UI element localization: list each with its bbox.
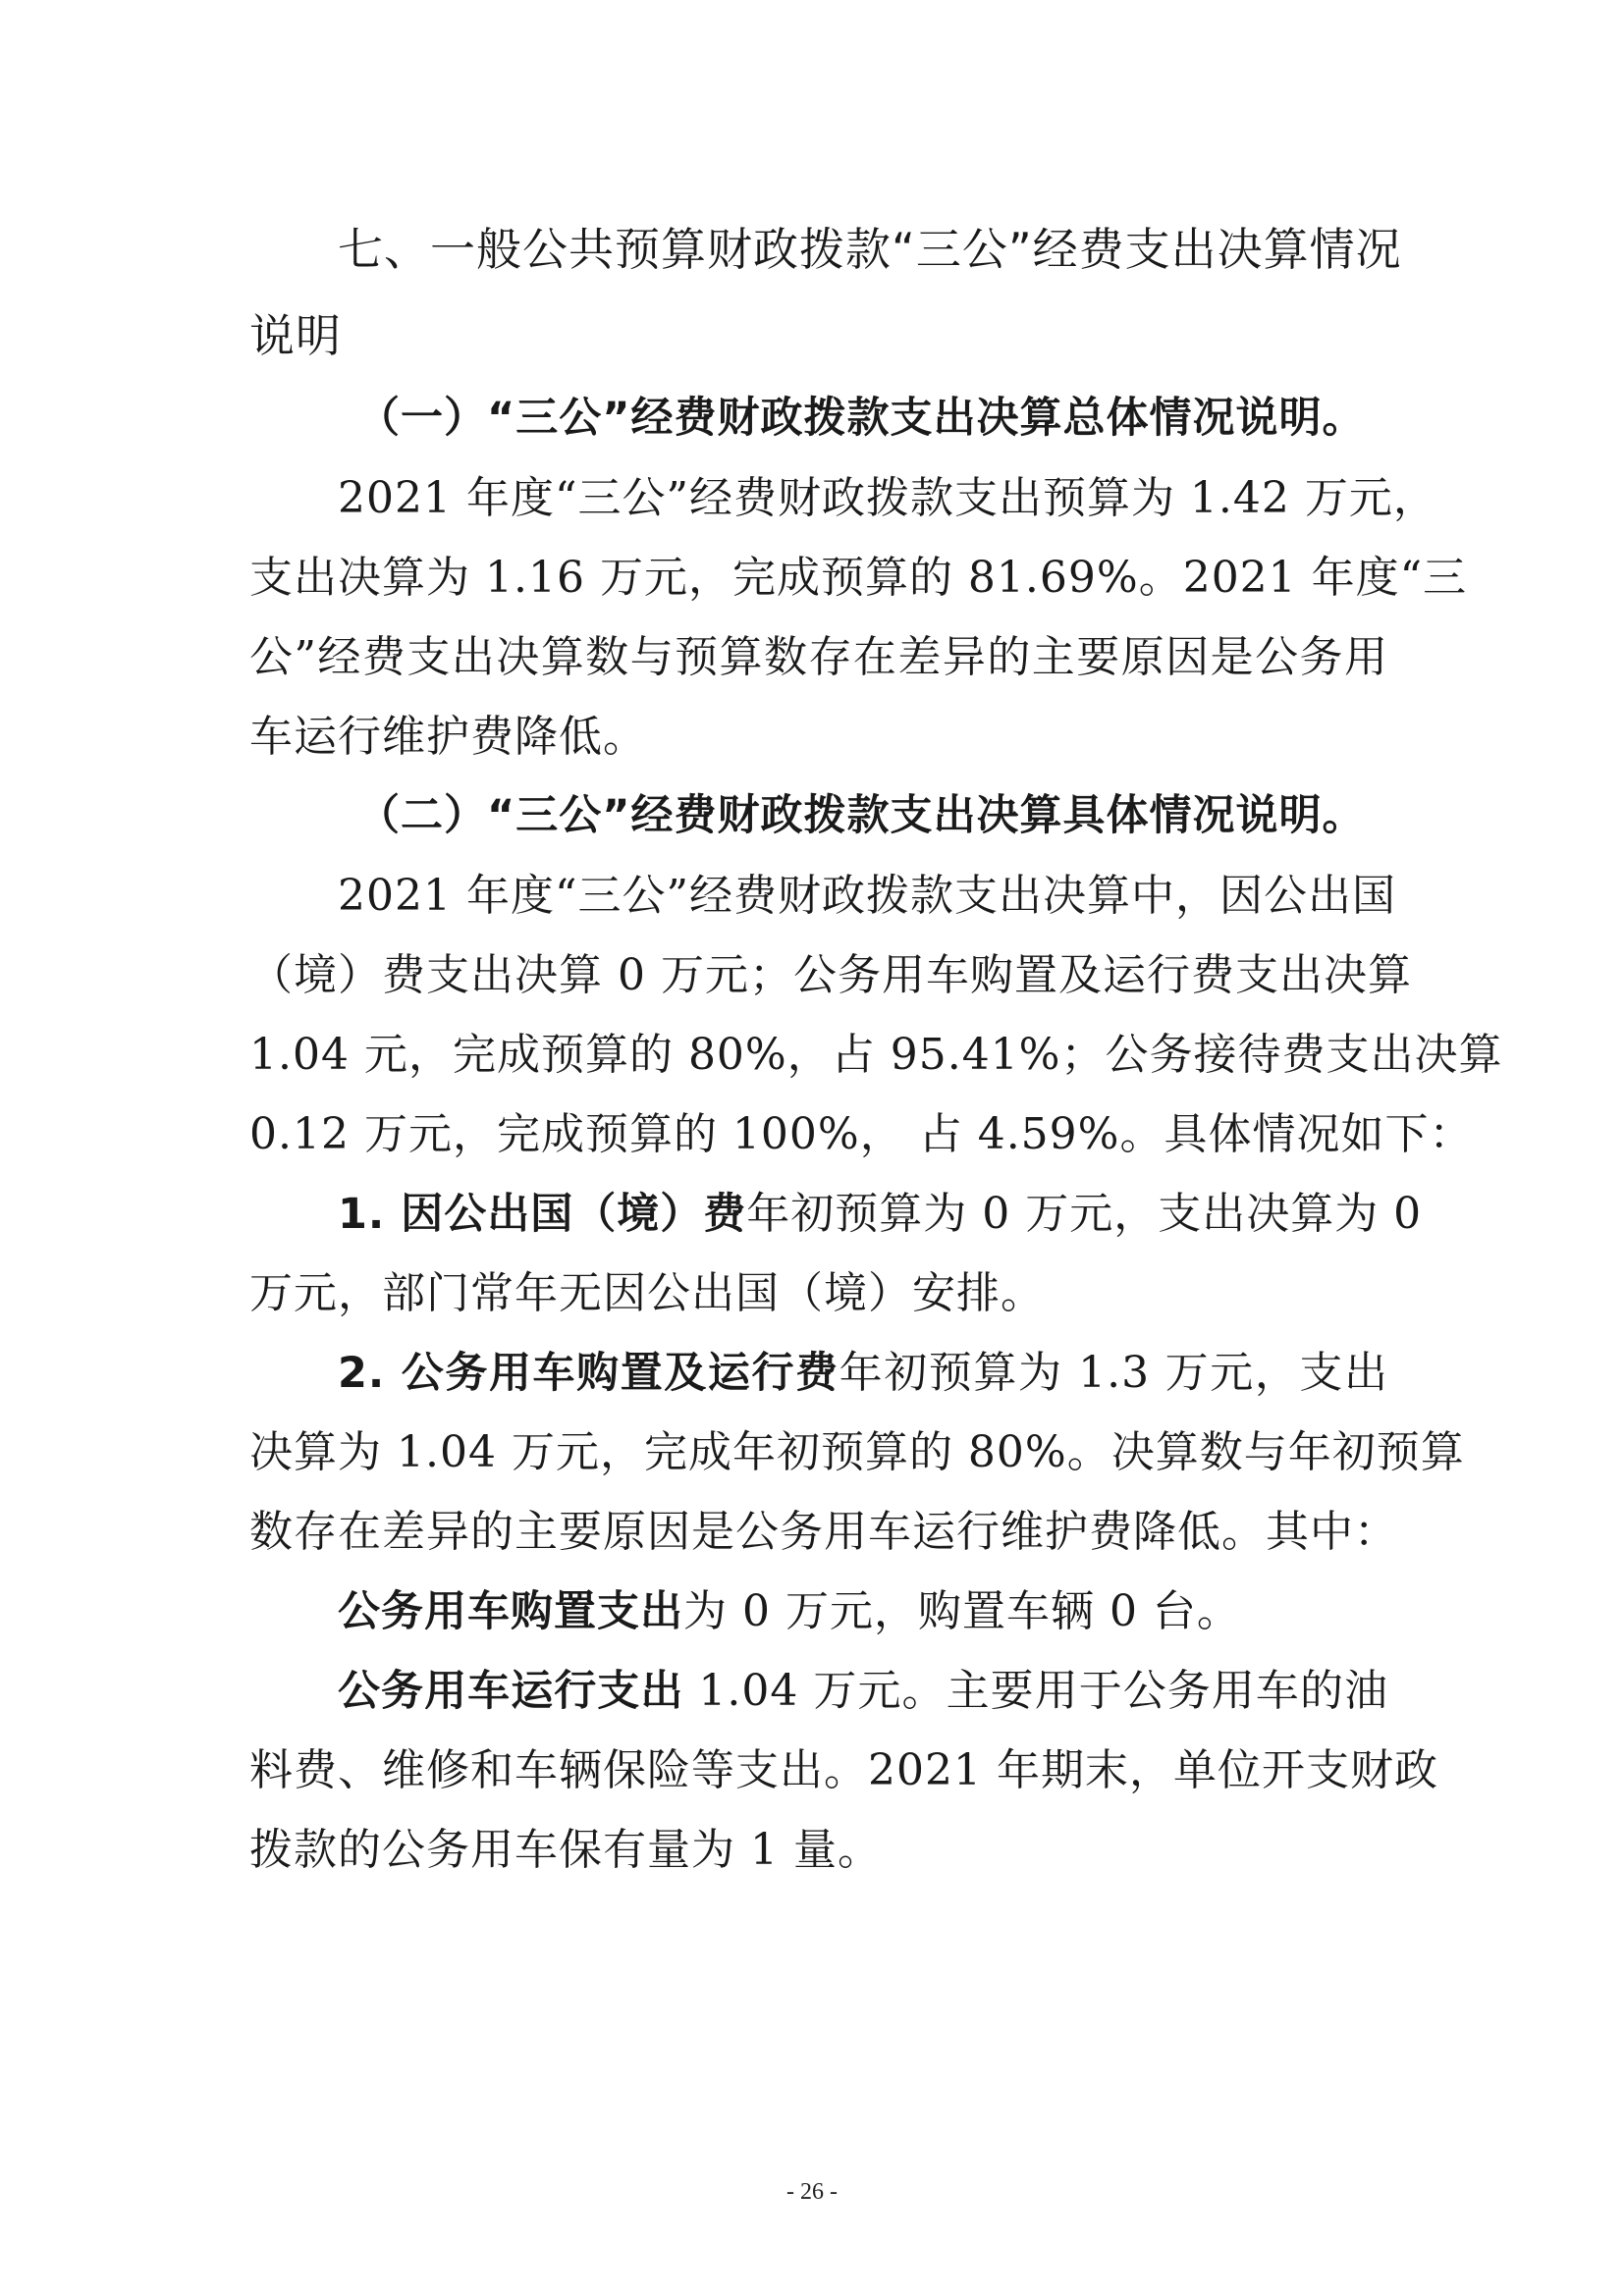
part1-line-3: 公”经费支出决算数与预算数存在差异的主要原因是公务用 (249, 632, 1388, 682)
item2-line-2: 决算为 1.04 万元，完成年初预算的 80%。决算数与年初预算 (249, 1427, 1465, 1477)
item2-line-1 (249, 1333, 1388, 1413)
operation-label: 公务用车运行支出 (338, 1667, 684, 1716)
item1-text-1: 年初预算为 0 万元，支出决算为 0 (746, 1189, 1423, 1239)
section-title-line-2: 说明 (249, 309, 342, 362)
item1-label: 1. 因公出国（境）费 (338, 1190, 747, 1239)
page-number: - 26 - (786, 2179, 838, 2205)
part1-line-4: 车运行维护费降低。 (249, 712, 647, 762)
operation-line-3: 拨款的公务用车保有量为 1 量。 (249, 1825, 882, 1875)
part1-heading: （一）“三公”经费财政拨款支出决算总体情况说明。 (357, 394, 1366, 443)
item2-line-3: 数存在差异的主要原因是公务用车运行维护费降低。其中： (249, 1507, 1398, 1557)
part1-line-2: 支出决算为 1.16 万元，完成预算的 81.69%。2021 年度“三 (249, 553, 1468, 603)
part2-line-3: 1.04 元，完成预算的 80%，占 95.41%；公务接待费支出决算 (249, 1030, 1503, 1080)
section-title-line-1: 七、一般公共预算财政拨款“三公”经费支出决算情况 (338, 223, 1402, 276)
part2-heading: （二）“三公”经费财政拨款支出决算具体情况说明。 (357, 791, 1366, 840)
operation-line-1 (249, 1651, 1388, 1731)
document-page (249, 206, 1503, 1890)
part2-line-2: （境）费支出决算 0 万元；公务用车购置及运行费支出决算 (249, 950, 1412, 1000)
item1-line-2: 万元，部门常年无因公出国（境）安排。 (249, 1268, 1045, 1318)
purchase-line (249, 1572, 1388, 1651)
item2-label: 2. 公务用车购置及运行费 (338, 1349, 839, 1398)
operation-text-1: 1.04 万元。主要用于公务用车的油 (683, 1666, 1388, 1716)
item1-line-1 (249, 1174, 1423, 1254)
purchase-text: 为 0 万元，购置车辆 0 台。 (683, 1586, 1241, 1636)
item2-text-1: 年初预算为 1.3 万元，支出 (839, 1348, 1388, 1398)
purchase-label: 公务用车购置支出 (338, 1587, 683, 1636)
part2-line-4: 0.12 万元，完成预算的 100%， 占 4.59%。具体情况如下： (249, 1109, 1474, 1159)
operation-line-2: 料费、维修和车辆保险等支出。2021 年期末，单位开支财政 (249, 1745, 1438, 1795)
part1-line-1: 2021 年度“三公”经费财政拨款支出预算为 1.42 万元， (338, 473, 1437, 523)
part2-line-1: 2021 年度“三公”经费财政拨款支出决算中，因公出国 (338, 871, 1396, 921)
